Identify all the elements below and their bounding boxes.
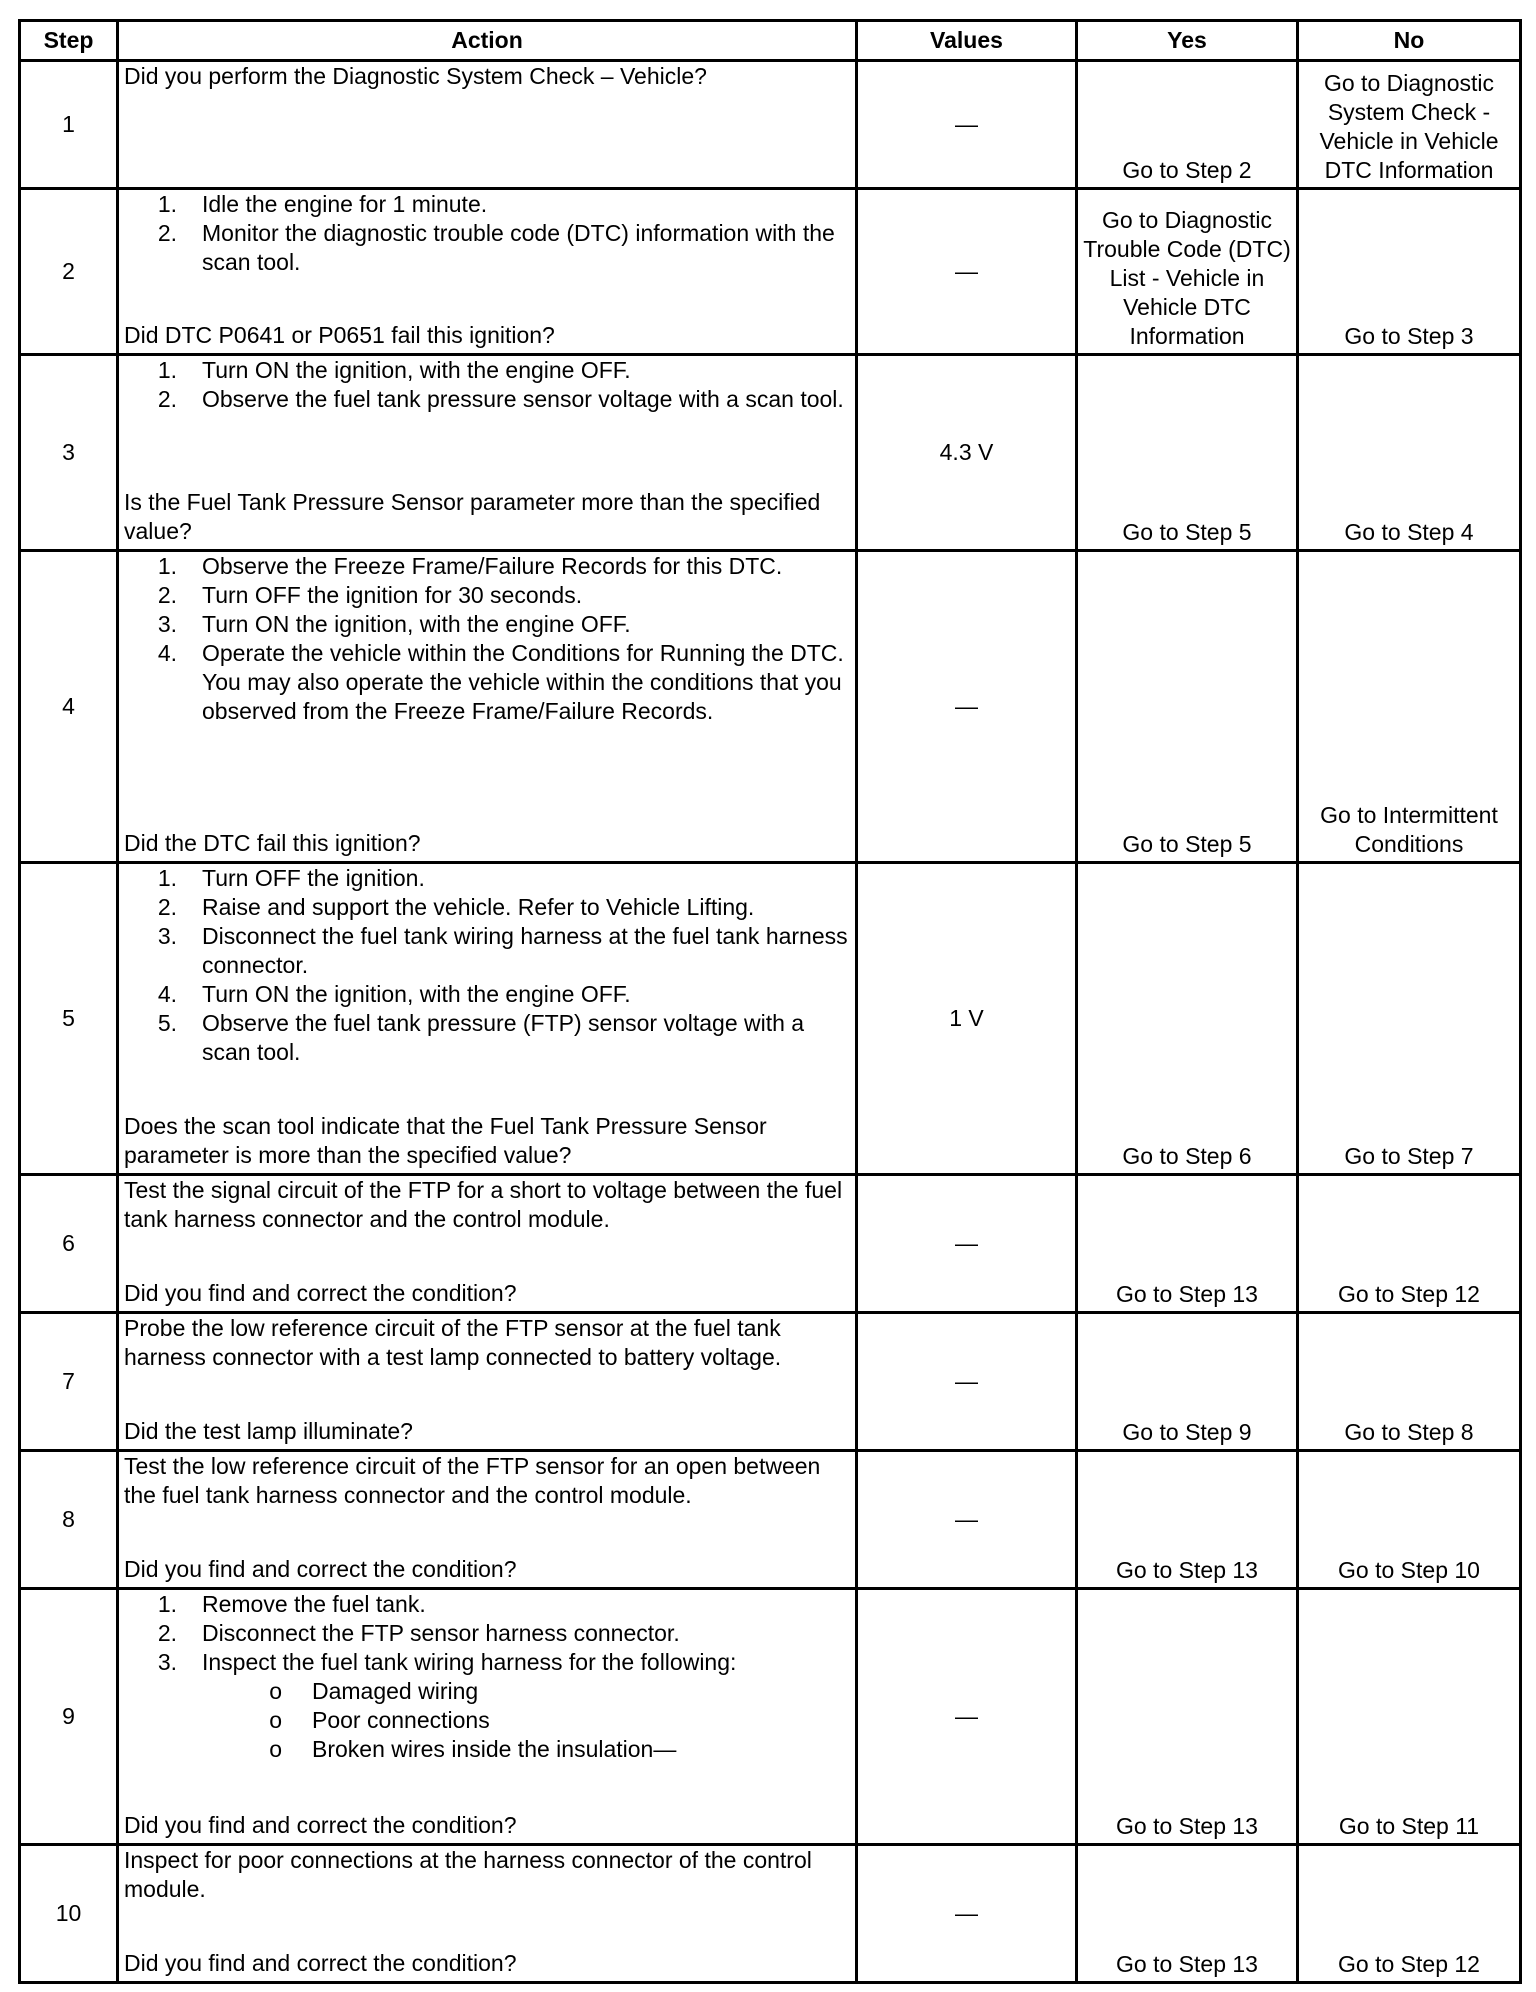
value-cell: — — [857, 1845, 1077, 1983]
action-question: Did the test lamp illuminate? — [124, 1418, 413, 1444]
item-text: Turn ON the ignition, with the engine OFF. — [202, 981, 631, 1007]
list-item — [124, 1590, 849, 1619]
yes-cell: Go to Step 6 — [1077, 863, 1298, 1175]
action-instructions — [124, 1452, 849, 1510]
bullet-list — [124, 1677, 849, 1764]
step-number: 7 — [20, 1313, 118, 1451]
numbered-list — [124, 864, 849, 1067]
step-number: 8 — [20, 1451, 118, 1589]
table-row — [20, 1845, 1521, 1983]
numbered-list — [124, 1590, 849, 1677]
table-row — [20, 863, 1521, 1175]
action-cell — [118, 1845, 857, 1983]
table-row — [20, 1313, 1521, 1451]
list-item — [124, 581, 849, 610]
numbered-list — [124, 356, 849, 414]
action-question: Is the Fuel Tank Pressure Sensor parameter more than the specified value? — [124, 489, 821, 544]
table-row — [20, 61, 1521, 189]
item-number: 1. — [157, 191, 177, 217]
yes-cell: Go to Step 13 — [1077, 1451, 1298, 1589]
action-content — [124, 356, 849, 546]
action-content — [124, 1176, 849, 1308]
item-number: 3. — [157, 611, 177, 637]
list-item — [124, 610, 849, 639]
action-instructions — [124, 1846, 849, 1904]
item-number: 2. — [157, 386, 177, 412]
item-number: 3. — [157, 923, 177, 949]
no-cell: Go to Step 10 — [1298, 1451, 1521, 1589]
action-question: Does the scan tool indicate that the Fuel Tank Pressure Sensor parameter is more than the specified value? — [124, 1113, 767, 1168]
value-cell: — — [857, 1175, 1077, 1313]
item-text: Disconnect the fuel tank wiring harness at the fuel tank harness connector. — [202, 923, 848, 978]
action-instructions — [124, 62, 849, 91]
action-cell — [118, 355, 857, 551]
item-text: Monitor the diagnostic trouble code (DTC) information with the scan tool. — [202, 220, 835, 275]
step-number: 1 — [20, 61, 118, 189]
header-row — [20, 21, 1521, 61]
action-instructions — [124, 864, 849, 1067]
bullet-item — [124, 1735, 849, 1764]
bullet-text: Poor connections — [312, 1707, 490, 1733]
step-number: 4 — [20, 551, 118, 863]
yes-cell: Go to Diagnostic Trouble Code (DTC) List - Vehicle in Vehicle DTC Information — [1077, 189, 1298, 355]
action-question: Did you find and correct the condition? — [124, 1812, 517, 1838]
list-item — [124, 893, 849, 922]
item-text: Operate the vehicle within the Conditions for Running the DTC. You may also operate the vehicle within the conditions that you observed from the Freeze Frame/Failure Records. — [202, 640, 844, 724]
no-cell: Go to Diagnostic System Check - Vehicle in Vehicle DTC Information — [1298, 61, 1521, 189]
action-text: Test the signal circuit of the FTP for a short to voltage between the fuel tank harness connector and the control module. — [124, 1177, 843, 1232]
value-cell: — — [857, 1589, 1077, 1845]
list-item — [124, 980, 849, 1009]
yes-cell: Go to Step 13 — [1077, 1845, 1298, 1983]
list-item — [124, 385, 849, 414]
value-cell: — — [857, 189, 1077, 355]
action-question: Did the DTC fail this ignition? — [124, 830, 421, 856]
yes-cell: Go to Step 9 — [1077, 1313, 1298, 1451]
table-row — [20, 355, 1521, 551]
action-cell — [118, 189, 857, 355]
value-cell: 4.3 V — [857, 355, 1077, 551]
table-row — [20, 189, 1521, 355]
item-text: Turn OFF the ignition for 30 seconds. — [202, 582, 583, 608]
no-cell: Go to Step 3 — [1298, 189, 1521, 355]
no-cell: Go to Step 8 — [1298, 1313, 1521, 1451]
item-number: 1. — [157, 553, 177, 579]
action-content — [124, 1846, 849, 1978]
bullet-icon: o — [269, 1707, 282, 1733]
item-text: Inspect the fuel tank wiring harness for the following: — [202, 1649, 737, 1675]
action-question: Did you find and correct the condition? — [124, 1556, 517, 1582]
header-action: Action — [118, 21, 857, 61]
list-item — [124, 1619, 849, 1648]
item-text: Raise and support the vehicle. Refer to Vehicle Lifting. — [202, 894, 755, 920]
action-question: Did you find and correct the condition? — [124, 1950, 517, 1976]
action-content — [124, 1452, 849, 1584]
item-text: Turn ON the ignition, with the engine OFF. — [202, 357, 631, 383]
item-text: Idle the engine for 1 minute. — [202, 191, 488, 217]
action-text: Inspect for poor connections at the harness connector of the control module. — [124, 1847, 812, 1902]
action-cell — [118, 1451, 857, 1589]
step-number: 2 — [20, 189, 118, 355]
value-cell: 1 V — [857, 863, 1077, 1175]
list-item — [124, 356, 849, 385]
item-text: Observe the Freeze Frame/Failure Records for this DTC. — [202, 553, 783, 579]
bullet-item — [124, 1706, 849, 1735]
action-cell — [118, 863, 857, 1175]
action-content — [124, 62, 849, 184]
table-row — [20, 1175, 1521, 1313]
step-number: 3 — [20, 355, 118, 551]
action-content — [124, 1314, 849, 1446]
numbered-list — [124, 190, 849, 277]
no-cell: Go to Step 4 — [1298, 355, 1521, 551]
table-row — [20, 551, 1521, 863]
action-instructions — [124, 1314, 849, 1372]
no-cell: Go to Step 7 — [1298, 863, 1521, 1175]
item-number: 4. — [157, 640, 177, 666]
action-text: Test the low reference circuit of the FTP sensor for an open between the fuel tank harness connector and the control module. — [124, 1453, 821, 1508]
item-number: 2. — [157, 1620, 177, 1646]
action-content — [124, 552, 849, 858]
action-cell — [118, 61, 857, 189]
action-content — [124, 190, 849, 350]
header-yes: Yes — [1077, 21, 1298, 61]
action-cell — [118, 1589, 857, 1845]
header-no: No — [1298, 21, 1521, 61]
bullet-text: Damaged wiring — [312, 1678, 479, 1704]
item-number: 2. — [157, 582, 177, 608]
item-text: Observe the fuel tank pressure sensor voltage with a scan tool. — [202, 386, 844, 412]
item-text: Turn OFF the ignition. — [202, 865, 425, 891]
action-cell — [118, 1313, 857, 1451]
action-text: Did you perform the Diagnostic System Check – Vehicle? — [124, 63, 707, 89]
item-number: 1. — [157, 357, 177, 383]
item-number: 1. — [157, 1591, 177, 1617]
item-text: Disconnect the FTP sensor harness connector. — [202, 1620, 680, 1646]
diagnostic-table — [18, 19, 1522, 1984]
action-question: Did you find and correct the condition? — [124, 1280, 517, 1306]
list-item — [124, 1009, 849, 1067]
step-number: 5 — [20, 863, 118, 1175]
table-row — [20, 1589, 1521, 1845]
action-question: Did DTC P0641 or P0651 fail this ignition? — [124, 322, 555, 348]
table-body — [20, 61, 1521, 1983]
no-cell: Go to Step 11 — [1298, 1589, 1521, 1845]
step-number: 9 — [20, 1589, 118, 1845]
value-cell: — — [857, 1313, 1077, 1451]
yes-cell: Go to Step 5 — [1077, 355, 1298, 551]
list-item — [124, 219, 849, 277]
item-number: 5. — [157, 1010, 177, 1036]
action-text: Probe the low reference circuit of the FTP sensor at the fuel tank harness connector with a test lamp connected to battery voltage. — [124, 1315, 782, 1370]
numbered-list — [124, 552, 849, 726]
bullet-item — [124, 1677, 849, 1706]
table-row — [20, 1451, 1521, 1589]
yes-cell: Go to Step 13 — [1077, 1589, 1298, 1845]
no-cell: Go to Step 12 — [1298, 1845, 1521, 1983]
value-cell: — — [857, 61, 1077, 189]
item-number: 2. — [157, 220, 177, 246]
yes-cell: Go to Step 5 — [1077, 551, 1298, 863]
header-step: Step — [20, 21, 118, 61]
action-instructions — [124, 356, 849, 414]
header-values: Values — [857, 21, 1077, 61]
no-cell: Go to Intermittent Conditions — [1298, 551, 1521, 863]
action-instructions — [124, 552, 849, 726]
list-item — [124, 552, 849, 581]
bullet-text: Broken wires inside the insulation— — [312, 1736, 677, 1762]
action-cell — [118, 551, 857, 863]
bullet-icon: o — [269, 1678, 282, 1704]
item-number: 3. — [157, 1649, 177, 1675]
yes-cell: Go to Step 13 — [1077, 1175, 1298, 1313]
list-item — [124, 639, 849, 726]
action-instructions — [124, 1176, 849, 1234]
no-cell: Go to Step 12 — [1298, 1175, 1521, 1313]
action-instructions — [124, 1590, 849, 1764]
list-item — [124, 864, 849, 893]
value-cell: — — [857, 551, 1077, 863]
yes-cell: Go to Step 2 — [1077, 61, 1298, 189]
action-cell — [118, 1175, 857, 1313]
list-item — [124, 190, 849, 219]
value-cell: — — [857, 1451, 1077, 1589]
list-item — [124, 922, 849, 980]
step-number: 10 — [20, 1845, 118, 1983]
item-number: 2. — [157, 894, 177, 920]
bullet-icon: o — [269, 1736, 282, 1762]
item-text: Turn ON the ignition, with the engine OFF. — [202, 611, 631, 637]
action-content — [124, 1590, 849, 1840]
item-number: 1. — [157, 865, 177, 891]
item-number: 4. — [157, 981, 177, 1007]
action-instructions — [124, 190, 849, 277]
list-item — [124, 1648, 849, 1677]
step-number: 6 — [20, 1175, 118, 1313]
action-content — [124, 864, 849, 1170]
item-text: Remove the fuel tank. — [202, 1591, 426, 1617]
item-text: Observe the fuel tank pressure (FTP) sensor voltage with a scan tool. — [202, 1010, 805, 1065]
